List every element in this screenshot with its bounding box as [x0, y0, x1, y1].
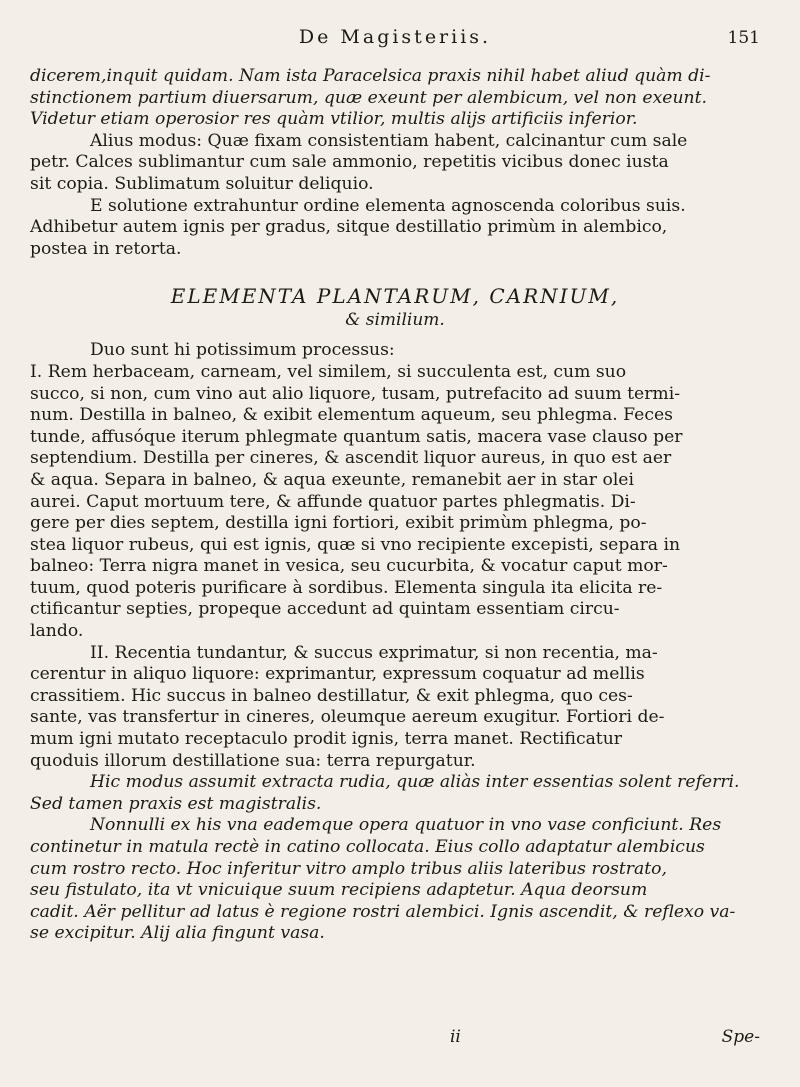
text-line: se excipitur. Alij alia fingunt vasa.: [30, 923, 325, 944]
process-one-paragraph: [30, 362, 760, 643]
opening-paragraph: [30, 66, 760, 131]
text-line: sit copia. Sublimatum soluitur deliquio.: [30, 173, 374, 194]
text-line: E solutione extrahuntur ordine elementa agnoscenda coloribus suis.: [90, 195, 686, 216]
text-line: postea in retorta.: [30, 238, 182, 259]
text-line: cadit. Aër pellitur ad latus è regione rostri alembici. Ignis ascendit, & reflexo va-: [30, 901, 736, 922]
text-line: I. Rem herbaceam, carneam, vel similem, si succulenta est, cum suo: [30, 361, 627, 382]
text-line: tuum, quod poteris purificare à sordibus. Elementa singula ita elicita re-: [30, 577, 663, 598]
text-line: septendium. Destilla per cineres, & ascendit liquor aureus, in quo est aer: [30, 448, 672, 469]
text-line: cum rostro recto. Hoc inferitur vitro amplo tribus aliis lateribus rostrato,: [30, 858, 667, 879]
text-line: seu fistulato, ita vt vnicuique suum recipiens adaptetur. Aqua deorsum: [30, 880, 648, 901]
text-line: quoduis illorum destillatione sua: terra repurgatur.: [30, 750, 476, 771]
process-two-paragraph: [30, 643, 760, 773]
text-line: stea liquor rubeus, qui est ignis, quæ si vno recipiente excepisti, separa in: [30, 534, 681, 555]
text-line: mum igni mutato receptaculo prodit ignis, terra manet. Rectificatur: [30, 729, 623, 750]
text-line: Duo sunt hi potissimum processus:: [90, 340, 395, 361]
catchword: Spe-: [721, 1027, 760, 1047]
text-line: crassitiem. Hic succus in balneo destillatur, & exit phlegma, quo ces-: [30, 685, 633, 706]
text-line: Hic modus assumit extracta rudia, quæ aliàs inter essentias solent referri.: [90, 772, 740, 793]
text-line: petr. Calces sublimantur cum sale ammonio, repetitis vicibus donec iusta: [30, 152, 669, 173]
nonnulli-paragraph: [30, 815, 760, 945]
text-line: dicerem,inquit quidam. Nam ista Paracelsica praxis nihil habet aliud quàm di-: [30, 66, 711, 86]
running-head: [30, 26, 760, 66]
text-line: sante, vas transfertur in cineres, oleumque aereum exugitur. Fortiori de-: [30, 707, 665, 728]
text-line: Alius modus: Quæ fixam consistentiam habent, calcinantur cum sale: [90, 130, 688, 151]
text-line: tunde, affusóque iterum phlegmate quantum satis, macera vase clauso per: [30, 426, 683, 447]
text-line: Sed tamen praxis est magistralis.: [30, 793, 322, 814]
text-line: II. Recentia tundantur, & succus exprimatur, si non recentia, ma-: [90, 642, 658, 663]
text-line: & aqua. Separa in balneo, & aqua exeunte, remanebit aer in star olei: [30, 469, 634, 490]
text-line: ctificantur septies, propeque accedunt ad quintam essentiam circu-: [30, 599, 620, 620]
text-line: gere per dies septem, destilla igni fortiori, exibit primùm phlegma, po-: [30, 513, 647, 534]
text-line: num. Destilla in balneo, & exibit elementum aqueum, seu phlegma. Feces: [30, 405, 673, 426]
running-title: De Magisteriis.: [298, 26, 492, 48]
section-subheading: & similium.: [345, 310, 445, 331]
hic-modus-paragraph: [30, 772, 760, 815]
text-line: Videtur etiam operosior res quàm vtilior, multis alijs artificiis inferior.: [30, 109, 638, 130]
text-line: balneo: Terra nigra manet in vesica, seu cucurbita, & vocatur caput mor-: [30, 556, 668, 577]
text-line: succo, si non, cum vino aut alio liquore, tusam, putrefacito ad suum termi-: [30, 383, 681, 404]
text-line: Nonnulli ex his vna eademque opera quatuor in vno vase conficiunt. Res: [90, 815, 722, 836]
page-number: 151: [727, 28, 760, 48]
intro-line: [30, 340, 760, 362]
text-line: stinctionem partium diuersarum, quæ exeunt per alembicum, vel non exeunt.: [30, 87, 707, 108]
section-heading: ELEMENTA PLANTARUM, CARNIUM,: [170, 284, 620, 309]
text-line: lando.: [30, 621, 84, 642]
signature-mark: ii: [450, 1027, 461, 1047]
text-line: Adhibetur autem ignis per gradus, sitque destillatio primùm in alembico,: [30, 217, 668, 238]
text-line: continetur in matula rectè in catino collocata. Eius collo adaptatur alembicus: [30, 837, 705, 857]
text-line: aurei. Caput mortuum tere, & affunde quatuor partes phlegmatis. Di-: [30, 491, 636, 512]
text-line: cerentur in aliquo liquore: exprimantur, expressum coquatur ad mellis: [30, 664, 645, 685]
alius-modus-paragraph: [30, 131, 760, 261]
